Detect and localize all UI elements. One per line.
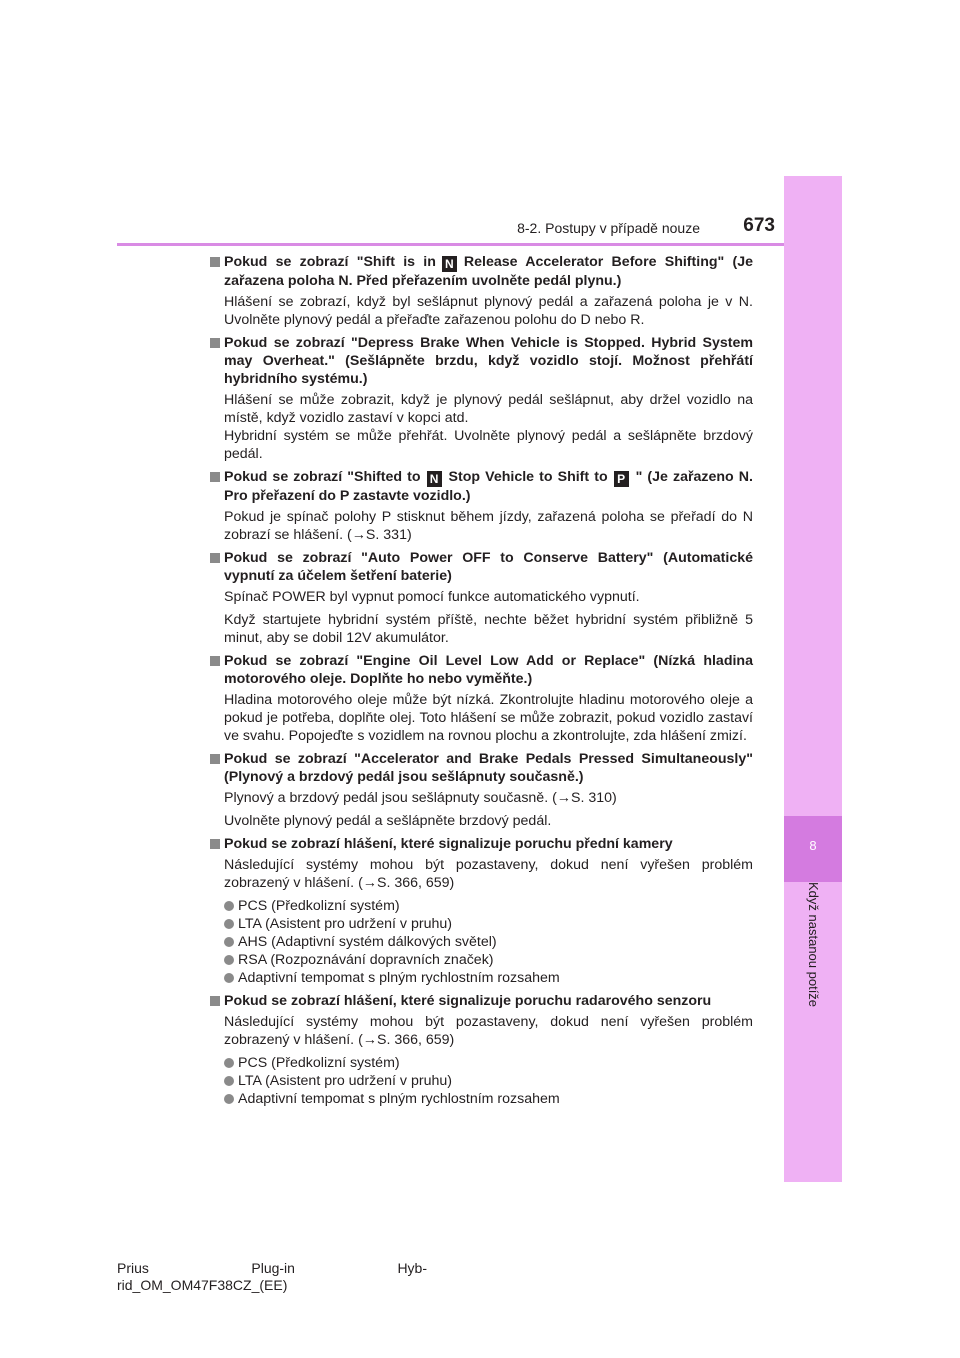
paragraph: Hladina motorového oleje může být nízká. Zkontrolujte hladinu motorového oleje a pokud je potřeba, doplňte olej. Toto hlášení se může zobrazit, pokud vozidlo zastaví ve svahu. Popojeďte s vozidlem na rovnou plochu a zkontrolujte, zda hlášení zmizí. — [224, 692, 753, 744]
footer-line-1: Prius Plug-in Hyb- — [117, 1260, 427, 1276]
message-heading: Pokud se zobrazí "Auto Power OFF to Conserve Battery" (Automatické vypnutí za účelem šetření baterie) — [208, 549, 753, 585]
message-heading: Pokud se zobrazí "Accelerator and Brake Pedals Pressed Simultaneously" (Plynový a brzdový pedál jsou sešlápnuty současně.) — [208, 750, 753, 786]
list-item: Adaptivní tempomat s plným rychlostním rozsahem — [208, 969, 753, 987]
round-bullet-icon — [224, 937, 234, 947]
paragraph: Plynový a brzdový pedál jsou sešlápnuty současně. (→S. 310) — [224, 790, 617, 806]
gear-p-icon: P — [614, 471, 629, 487]
round-bullet-icon — [224, 955, 234, 965]
square-bullet-icon — [210, 338, 220, 348]
message-heading: Pokud se zobrazí "Engine Oil Level Low Add or Replace" (Nízká hladina motorového oleje. Doplňte ho nebo vyměňte.) — [208, 652, 753, 688]
square-bullet-icon — [210, 656, 220, 666]
message-block — [208, 992, 753, 1108]
message-block — [208, 334, 753, 463]
message-heading: Pokud se zobrazí "Depress Brake When Vehicle is Stopped. Hybrid System may Overheat." (Sešlápněte brzdu, když vozidlo stojí. Možnost přehřátí hybridního systému.) — [208, 334, 753, 388]
paragraph: Následující systémy mohou být pozastaveny, dokud není vyřešen problém zobrazený v hlášení. (→S. 366, 659) — [224, 857, 753, 891]
bullet-list — [208, 1054, 753, 1108]
paragraph: Když startujete hybridní systém příště, nechte běžet hybridní systém přibližně 5 minut, aby se dobil 12V akumulátor. — [224, 612, 753, 646]
chapter-number: 8 — [809, 838, 817, 853]
message-heading: Pokud se zobrazí "Shift is in N Release Accelerator Before Shifting" (Je zařazena poloha N. Před přeřazením uvolněte pedál plynu.) — [208, 253, 753, 290]
round-bullet-icon — [224, 1094, 234, 1104]
bullet-list — [208, 897, 753, 987]
square-bullet-icon — [210, 553, 220, 563]
message-block — [208, 253, 753, 329]
message-heading: Pokud se zobrazí hlášení, které signalizuje poruchu radarového senzoru — [208, 992, 753, 1010]
round-bullet-icon — [224, 919, 234, 929]
footer-document-id — [117, 1260, 457, 1294]
square-bullet-icon — [210, 996, 220, 1006]
list-item: Adaptivní tempomat s plným rychlostním rozsahem — [208, 1090, 753, 1108]
square-bullet-icon — [210, 754, 220, 764]
chapter-tab-strip — [784, 176, 842, 816]
gear-n-icon: N — [442, 256, 457, 272]
footer-line-2: rid_OM_OM47F38CZ_(EE) — [117, 1277, 288, 1293]
message-block — [208, 652, 753, 745]
list-item: PCS (Předkolizní systém) — [208, 1054, 753, 1072]
square-bullet-icon — [210, 257, 220, 267]
message-block — [208, 468, 753, 544]
round-bullet-icon — [224, 901, 234, 911]
paragraph: Hlášení se může zobrazit, když je plynový pedál sešlápnut, aby držel vozidlo na místě, když vozidlo zastaví v kopci atd. — [224, 392, 753, 426]
square-bullet-icon — [210, 839, 220, 849]
paragraph: Hybridní systém se může přehřát. Uvolněte plynový pedál a sešlápněte brzdový pedál. — [224, 428, 753, 462]
chapter-title: Když nastanou potíže — [806, 882, 821, 1008]
message-block — [208, 835, 753, 987]
list-item: LTA (Asistent pro udržení v pruhu) — [208, 915, 753, 933]
paragraph: Uvolněte plynový pedál a sešlápněte brzdový pedál. — [224, 813, 552, 829]
list-item: RSA (Rozpoznávání dopravních značek) — [208, 951, 753, 969]
list-item: PCS (Předkolizní systém) — [208, 897, 753, 915]
paragraph: Následující systémy mohou být pozastaveny, dokud není vyřešen problém zobrazený v hlášení. (→S. 366, 659) — [224, 1014, 753, 1048]
message-block — [208, 549, 753, 647]
header-rule — [117, 243, 784, 246]
list-item: LTA (Asistent pro udržení v pruhu) — [208, 1072, 753, 1090]
round-bullet-icon — [224, 973, 234, 983]
square-bullet-icon — [210, 472, 220, 482]
page-content — [208, 253, 753, 1113]
round-bullet-icon — [224, 1076, 234, 1086]
list-item: AHS (Adaptivní systém dálkových světel) — [208, 933, 753, 951]
round-bullet-icon — [224, 1058, 234, 1068]
paragraph: Pokud je spínač polohy P stisknut během jízdy, zařazená poloha se přeřadí do N zobrazí se hlášení. (→S. 331) — [224, 509, 753, 543]
paragraph: Spínač POWER byl vypnut pomocí funkce automatického vypnutí. — [224, 589, 640, 605]
paragraph: Hlášení se zobrazí, když byl sešlápnut plynový pedál a zařazená poloha je v N. Uvolněte plynový pedál a přeřaďte zařazenou polohu do D nebo R. — [224, 294, 753, 328]
message-heading: Pokud se zobrazí hlášení, které signalizuje poruchu přední kamery — [208, 835, 753, 853]
section-title: 8-2. Postupy v případě nouze — [517, 220, 700, 236]
page-number: 673 — [743, 215, 775, 236]
message-block — [208, 750, 753, 830]
gear-n-icon: N — [427, 471, 442, 487]
message-heading: Pokud se zobrazí "Shifted to N Stop Vehicle to Shift to P " (Je zařazeno N. Pro přeřazení do P zastavte vozidlo.) — [208, 468, 753, 505]
